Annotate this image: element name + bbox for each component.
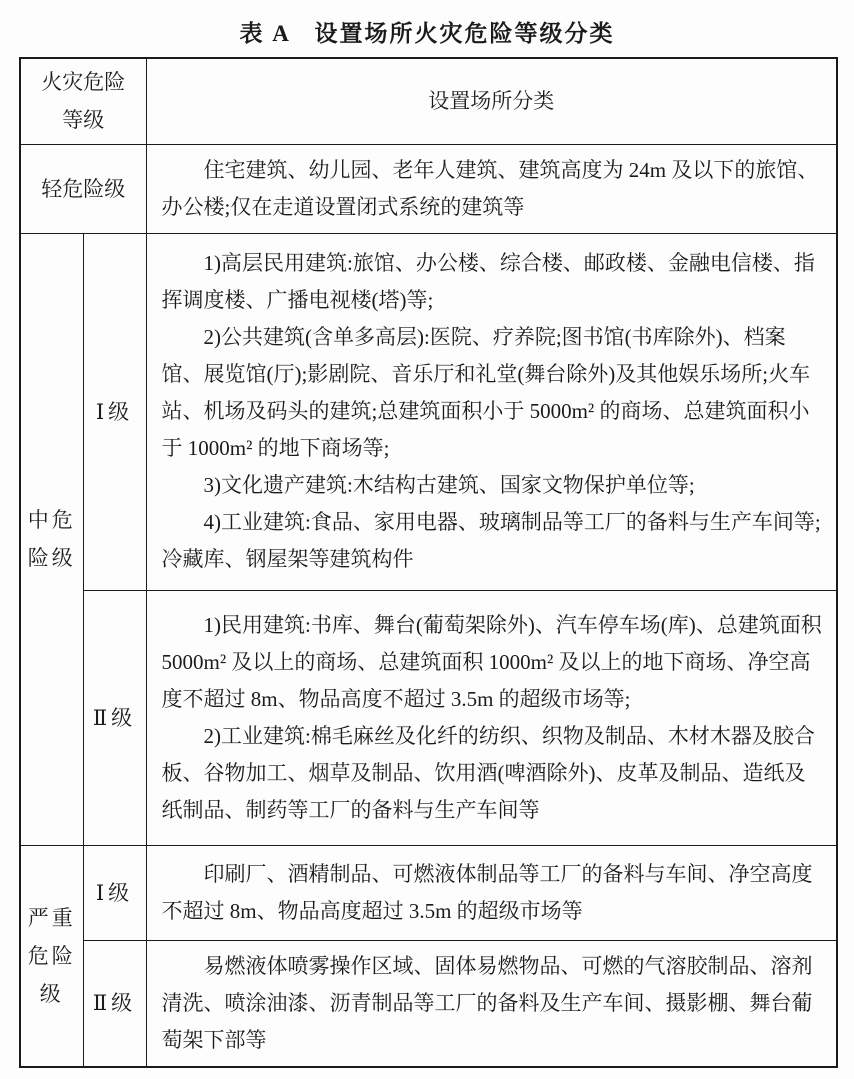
paragraph: 1)高层民用建筑:旅馆、办公楼、综合楼、邮政楼、金融电信楼、指挥调度楼、广播电视楼(塔)等; [161,251,815,312]
paragraph: 印刷厂、酒精制品、可燃液体制品等工厂的备料与车间、净空高度不超过 8m、物品高度超过 3.5m 的超级市场等 [161,861,813,923]
light-hazard-label: 轻危险级 [20,144,146,233]
severe-grade1-content [146,845,837,940]
severe-grade1-label: Ⅰ级 [83,845,146,940]
severe-grade2-label: Ⅱ级 [83,940,146,1067]
severe-hazard-grade1-row [20,845,837,940]
paragraph: 3)文化遗产建筑:木结构古建筑、国家文物保护单位等; [203,473,695,497]
severe-hazard-label-line3: 级 [39,981,64,1006]
severe-hazard-grade2-row [20,940,837,1067]
severe-hazard-label [20,845,83,1067]
header-classification-cell: 设置场所分类 [146,58,837,144]
medium-grade1-content [146,233,837,590]
header-hazard-level-line1: 火灾危险 [41,70,126,95]
medium-hazard-label-line1: 中危 [27,508,76,532]
severe-hazard-label-line1: 严重 [27,905,76,930]
header-hazard-level-line2: 等级 [62,108,105,133]
medium-hazard-grade1-row [20,233,837,590]
medium-grade1-label: Ⅰ级 [83,233,146,590]
medium-hazard-label-line2: 险级 [27,546,76,570]
paragraph: 2)工业建筑:棉毛麻丝及化纤的纺织、织物及制品、木材木器及胶合板、谷物加工、烟草及制品、饮用酒(啤酒除外)、皮革及制品、造纸及纸制品、制药等工厂的备料与生产车间等 [161,723,815,822]
header-row [20,58,837,144]
paragraph: 易燃液体喷雾操作区域、固体易燃物品、可燃的气溶胶制品、溶剂清洗、喷涂油漆、沥青制品等工厂的备料及生产车间、摄影棚、舞台葡萄架下部等 [161,953,813,1052]
table-title: 表 A 设置场所火灾危险等级分类 [239,21,615,46]
severe-grade2-content [146,940,837,1067]
paragraph: 1)民用建筑:书库、舞台(葡萄架除外)、汽车停车场(库)、总建筑面积 5000m² 及以上的商场、总建筑面积 1000m² 及以上的地下商场、净空高度不超过 8m、物品高度不超过 3.5m 的超级市场等; [161,612,822,711]
medium-hazard-label [20,233,83,845]
header-hazard-level-cell [20,58,146,144]
fire-hazard-table [19,57,838,1068]
paragraph: 4)工业建筑:食品、家用电器、玻璃制品等工厂的备料与生产车间等;冷藏库、钢屋架等建筑构件 [161,510,821,571]
medium-grade2-label: Ⅱ级 [83,590,146,845]
paragraph: 住宅建筑、幼儿园、老年人建筑、建筑高度为 24m 及以下的旅馆、办公楼;仅在走道设置闭式系统的建筑等 [161,157,819,219]
medium-hazard-grade2-row [20,590,837,845]
medium-grade2-content [146,590,837,845]
light-hazard-content [146,144,837,233]
paragraph: 2)公共建筑(含单多高层):医院、疗养院;图书馆(书库除外)、档案馆、展览馆(厅);影剧院、音乐厅和礼堂(舞台除外)及其他娱乐场所;火车站、机场及码头的建筑;总建筑面积小于 5000m² 的商场、总建筑面积小于 1000m² 的地下商场等; [161,325,811,460]
severe-hazard-label-line2: 危险 [27,943,76,968]
light-hazard-row [20,144,837,233]
